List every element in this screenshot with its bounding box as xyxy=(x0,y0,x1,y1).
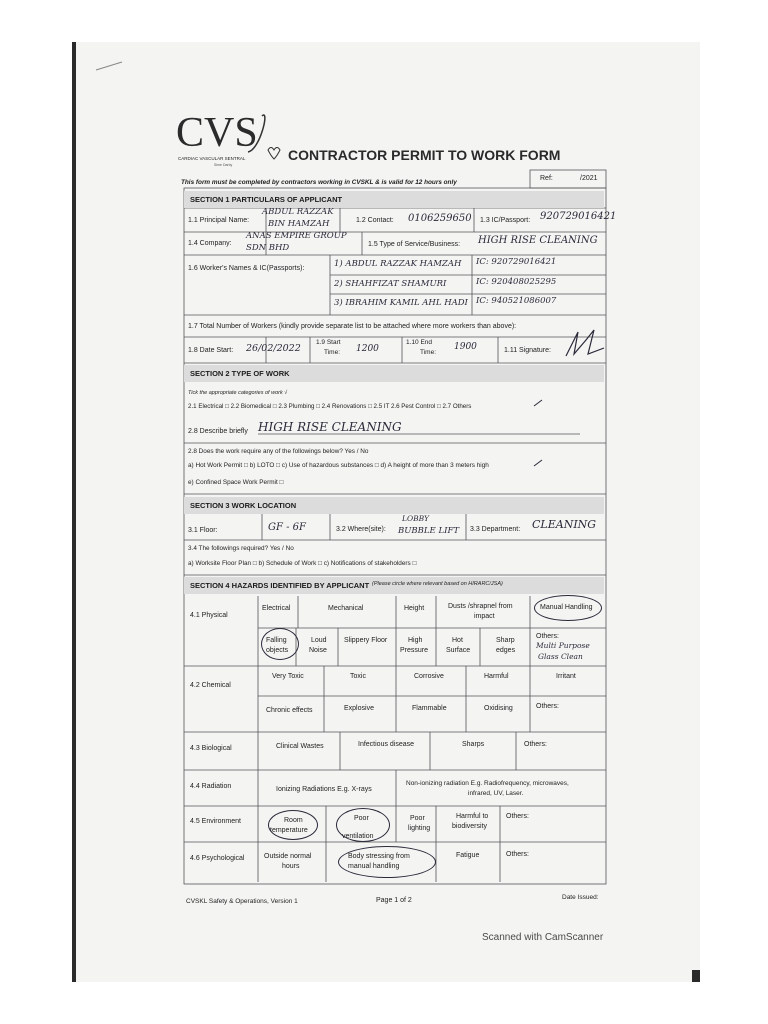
hazard-sharps: Sharps xyxy=(462,741,485,748)
hazard-fatigue: Fatigue xyxy=(456,852,480,859)
hazard-poor-ventilation-2: ventilation xyxy=(342,833,374,840)
hazard-room: Room xyxy=(284,817,303,824)
section3-header xyxy=(184,497,604,514)
worker-3-ic: IC: 940521086007 xyxy=(476,296,557,306)
hazard-high: High xyxy=(408,637,423,644)
company-label: 1.4 Company: xyxy=(188,240,232,247)
hazard-infectious-disease: Infectious disease xyxy=(358,741,415,748)
hazard-harmful-biodiversity-2: biodiversity xyxy=(452,823,488,830)
chemical-label: 4.2 Chemical xyxy=(190,682,231,689)
worker-2-name: 2) SHAHFIZAT SHAMURI xyxy=(334,279,447,289)
hazard-room-temperature: temperature xyxy=(270,827,308,834)
signature-label: 1.11 Signature: xyxy=(504,347,551,354)
date-start-value: 26/02/2022 xyxy=(246,343,301,354)
hazard-high-pressure: Pressure xyxy=(400,647,429,654)
hazard-explosive: Explosive xyxy=(344,705,374,712)
footer-date-issued: Date Issued: xyxy=(562,894,599,901)
hazard-flammable: Flammable xyxy=(412,705,447,712)
physical-others-label: Others: xyxy=(536,633,559,640)
company-line1: ANAS EMPIRE GROUP xyxy=(246,231,347,241)
start-time-value: 1200 xyxy=(356,344,379,354)
hazard-outside-hours-1: Outside normal xyxy=(264,853,312,860)
company-line2: SDN BHD xyxy=(246,243,290,253)
worker-1-name: 1) ABDUL RAZZAK HAMZAH xyxy=(334,259,462,269)
service-label: 1.5 Type of Service/Business: xyxy=(368,241,461,248)
body-stressing-circle xyxy=(338,846,436,878)
hazard-outside-hours-2: hours xyxy=(282,863,300,870)
hazard-falling: Falling xyxy=(266,637,287,644)
hazard-manual-handling: Manual Handling xyxy=(540,604,593,611)
worker-2-ic: IC: 920408025295 xyxy=(476,277,557,287)
ref-value: /2021 xyxy=(580,175,598,182)
describe-value: HIGH RISE CLEANING xyxy=(258,420,402,434)
hazard-hot-surface: Surface xyxy=(446,647,471,654)
chemical-others-label: Others: xyxy=(536,703,559,710)
logo-tagline: CARDIAC VASCULAR SENTRAL xyxy=(178,156,246,161)
worker-3-name: 3) IBRAHIM KAMIL AHL HADI xyxy=(334,298,468,308)
physical-label: 4.1 Physical xyxy=(190,612,228,619)
contact-label: 1.2 Contact: xyxy=(356,217,394,224)
tick-instructions: Tick the appropriate categories of work √ xyxy=(188,390,288,396)
manual-handling-circle xyxy=(534,595,602,621)
section1-header xyxy=(184,191,604,208)
workers-label: 1.6 Worker's Names & IC(Passports): xyxy=(188,265,305,272)
hazard-slippery-floor: Slippery Floor xyxy=(344,637,388,644)
total-workers-label: 1.7 Total Number of Workers (kindly provide separate list to be attached where more workers than above): xyxy=(188,323,517,330)
where-label: 3.2 Where(site): xyxy=(336,526,386,533)
q28-text: 2.8 Does the work require any of the followings below? Yes / No xyxy=(188,448,369,455)
department-label: 3.3 Department: xyxy=(470,526,521,533)
principal-line2: BIN HAMZAH xyxy=(268,219,330,229)
section4-title xyxy=(190,581,369,590)
hazard-poor-lighting-1: Poor xyxy=(410,815,425,822)
physical-others-value2: Glass Clean xyxy=(538,652,583,661)
physical-others-value1: Multi Purpose xyxy=(536,641,590,650)
q34a-text: a) Worksite Floor Plan □ b) Schedule of Work □ c) Notifications of stakeholders □ xyxy=(188,560,417,567)
start-time-label2: Time: xyxy=(324,349,341,356)
ic-label: 1.3 IC/Passport: xyxy=(480,217,531,224)
hazard-poor-lighting-2: lighting xyxy=(408,825,431,832)
end-time-label1: 1.10 End xyxy=(406,339,433,346)
section4-title-text: SECTION 4 HAZARDS IDENTIFIED BY APPLICANT xyxy=(190,581,370,590)
room-temperature-circle xyxy=(268,810,318,840)
biological-others-label: Others: xyxy=(524,741,547,748)
where-line1: LOBBY xyxy=(402,514,429,523)
hazard-body-stressing-1: Body stressing from xyxy=(348,853,410,860)
date-start-label: 1.8 Date Start: xyxy=(188,347,234,354)
hazard-very-toxic: Very Toxic xyxy=(272,673,304,680)
form-title: CONTRACTOR PERMIT TO WORK FORM xyxy=(288,147,561,163)
ref-label: Ref: xyxy=(540,175,553,182)
hazard-corrosive: Corrosive xyxy=(414,673,444,680)
q28a-text: a) Hot Work Permit □ b) LOTO □ c) Use of hazardous substances □ d) A height of more than 3 meters high xyxy=(188,462,489,469)
hazard-hot: Hot xyxy=(452,637,463,644)
hazard-poor-ventilation-1: Poor xyxy=(354,815,369,822)
describe-label: 2.8 Describe briefly xyxy=(188,428,248,435)
hazard-harmful: Harmful xyxy=(484,673,509,680)
psychological-label: 4.6 Psychological xyxy=(190,855,245,862)
environment-others-label: Others: xyxy=(506,813,529,820)
hazard-loud: Loud xyxy=(311,637,327,644)
footer-version: CVSKL Safety & Operations, Version 1 xyxy=(186,898,298,905)
environment-label: 4.5 Environment xyxy=(190,818,241,825)
hazard-clinical-wastes: Clinical Wastes xyxy=(276,743,324,750)
principal-label: 1.1 Principal Name: xyxy=(188,217,250,224)
hazard-ionizing: Ionizing Radiations E.g. X-rays xyxy=(276,786,372,793)
logo-text: CVS xyxy=(176,110,258,156)
hazard-height: Height xyxy=(404,605,425,612)
biological-label: 4.3 Biological xyxy=(190,745,232,752)
hazard-toxic: Toxic xyxy=(350,673,366,680)
floor-label: 3.1 Floor: xyxy=(188,527,218,534)
logo-sub: Sime Darby xyxy=(214,163,233,167)
intro-text: This form must be completed by contractors working in CVSKL & is valid for 12 hours only xyxy=(181,179,457,186)
principal-line1: ABDUL RAZZAK xyxy=(262,207,334,217)
hazard-chronic-effects: Chronic effects xyxy=(266,707,313,714)
work-categories: 2.1 Electrical □ 2.2 Biomedical □ 2.3 Plumbing □ 2.4 Renovations □ 2.5 IT 2.6 Pest Control □ 2.7 Others xyxy=(188,403,472,410)
q34-text: 3.4 The followings required? Yes / No xyxy=(188,545,294,552)
hazard-harmful-biodiversity-1: Harmful to xyxy=(456,813,489,820)
camscanner-watermark: Scanned with CamScanner xyxy=(482,932,604,943)
hazard-sharp-edges: edges xyxy=(496,647,516,654)
hazard-falling-objects: objects xyxy=(266,647,289,654)
department-value: CLEANING xyxy=(532,518,597,531)
hazard-sharp: Sharp xyxy=(496,637,515,644)
hazard-nonionizing-2: infrared, UV, Laser. xyxy=(468,790,524,797)
end-time-value: 1900 xyxy=(454,342,477,352)
contact-value: 0106259650 xyxy=(408,213,472,224)
hazard-body-stressing-2: manual handling xyxy=(348,863,400,870)
section1-title: SECTION 1 PARTICULARS OF APPLICANT xyxy=(190,195,343,204)
hazard-mechanical: Mechanical xyxy=(328,605,364,612)
where-line2: BUBBLE LIFT xyxy=(398,526,460,536)
psychological-others-label: Others: xyxy=(506,851,529,858)
falling-objects-circle xyxy=(261,628,299,660)
section4-note: (Please circle where relevant based on HIRARC/JSA) xyxy=(372,581,503,587)
ic-value: 920729016421 xyxy=(540,211,617,222)
start-time-label1: 1.9 Start xyxy=(316,339,341,346)
floor-value: GF - 6F xyxy=(268,522,306,533)
hazard-irritant: Irritant xyxy=(556,673,576,680)
hazard-loud-noise: Noise xyxy=(309,647,327,654)
hazard-nonionizing-1: Non-ionizing radiation E.g. Radiofrequency, microwaves, xyxy=(406,780,569,787)
section2-title: SECTION 2 TYPE OF WORK xyxy=(190,369,290,378)
hazard-oxidising: Oxidising xyxy=(484,705,513,712)
q28e-text: e) Confined Space Work Permit □ xyxy=(188,479,284,486)
section2-header xyxy=(184,365,604,382)
end-time-label2: Time: xyxy=(420,349,437,356)
hazard-dusts: Dusts /shrapnel from xyxy=(448,603,513,610)
service-value: HIGH RISE CLEANING xyxy=(478,235,598,246)
poor-ventilation-circle xyxy=(336,808,390,842)
footer-page: Page 1 of 2 xyxy=(376,897,412,904)
radiation-label: 4.4 Radiation xyxy=(190,783,232,790)
section3-title: SECTION 3 WORK LOCATION xyxy=(190,501,297,510)
hazard-electrical: Electrical xyxy=(262,605,291,612)
hazard-dusts-impact: impact xyxy=(474,613,495,620)
worker-1-ic: IC: 920729016421 xyxy=(476,257,557,267)
